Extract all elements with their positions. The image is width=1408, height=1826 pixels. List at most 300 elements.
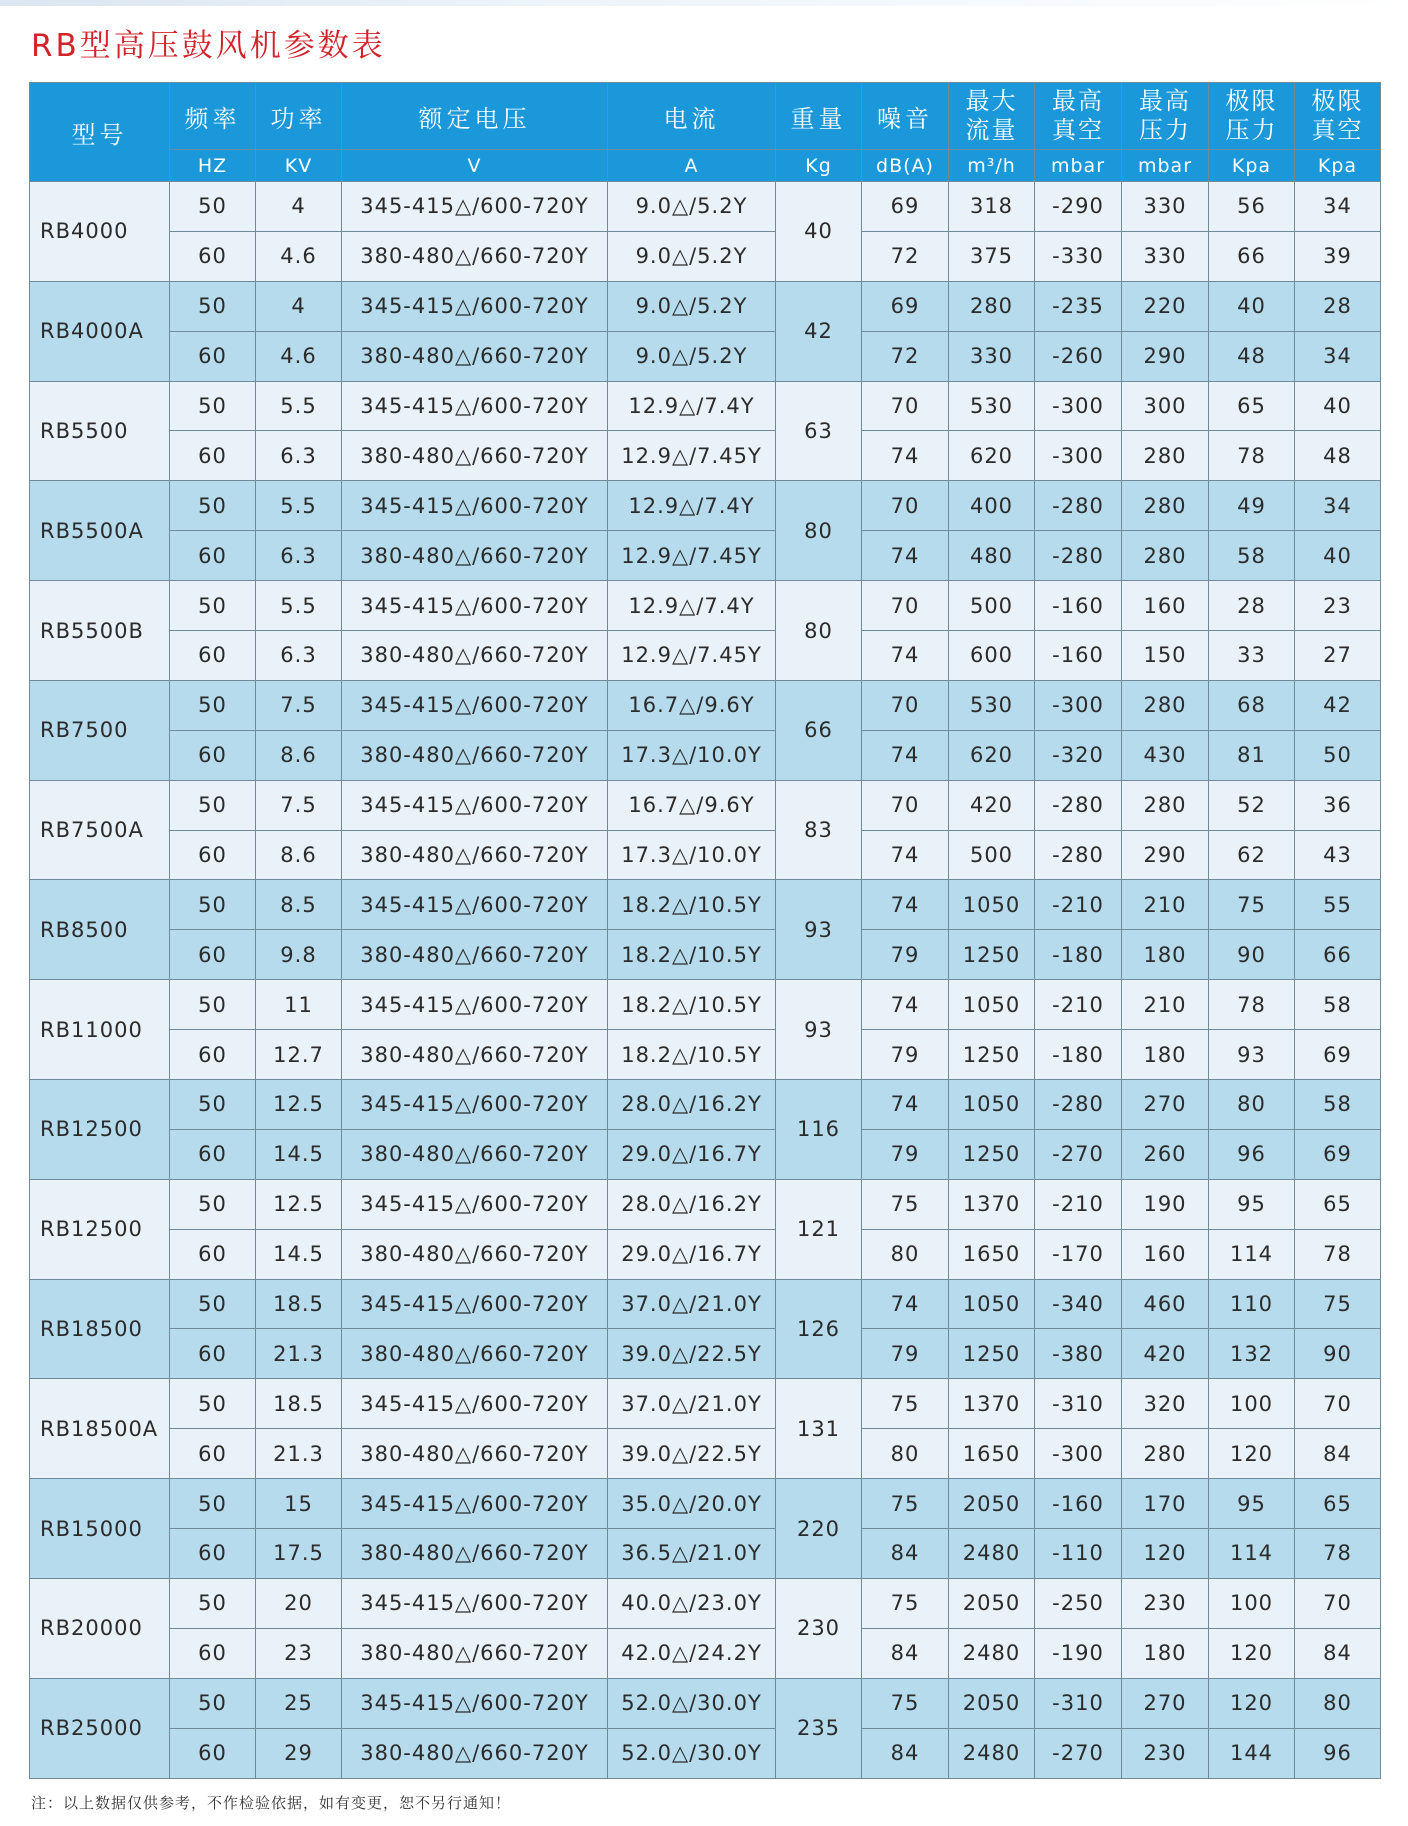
power-cell: 8.5 xyxy=(256,880,342,930)
voltage-cell: 345-415△/600-720Y xyxy=(342,1179,608,1229)
voltage-cell: 380-480△/660-720Y xyxy=(342,231,608,281)
max-vacuum-cell: -110 xyxy=(1035,1529,1122,1579)
voltage-cell: 380-480△/660-720Y xyxy=(342,1529,608,1579)
header-model: 型号 xyxy=(30,83,170,182)
table-row xyxy=(30,880,1381,930)
table-row xyxy=(30,680,1381,730)
current-cell: 39.0△/22.5Y xyxy=(608,1429,776,1479)
max-pressure-cell: 230 xyxy=(1122,1728,1209,1778)
limit-vacuum-cell: 40 xyxy=(1295,381,1381,431)
voltage-cell: 380-480△/660-720Y xyxy=(342,1329,608,1379)
max-pressure-cell: 180 xyxy=(1122,1628,1209,1678)
header-limit-vacuum-line1: 极限 xyxy=(1311,87,1364,115)
noise-cell: 72 xyxy=(862,331,949,381)
table-row xyxy=(30,1479,1381,1529)
current-cell: 16.7△/9.6Y xyxy=(608,780,776,830)
max-flow-cell: 620 xyxy=(949,730,1035,780)
table-row xyxy=(30,481,1381,531)
weight-cell: 80 xyxy=(776,581,862,681)
limit-vacuum-cell: 84 xyxy=(1295,1429,1381,1479)
max-flow-cell: 500 xyxy=(949,581,1035,631)
max-vacuum-cell: -210 xyxy=(1035,880,1122,930)
max-flow-cell: 1370 xyxy=(949,1179,1035,1229)
table-row xyxy=(30,431,1381,481)
current-cell: 12.9△/7.45Y xyxy=(608,431,776,481)
max-pressure-cell: 260 xyxy=(1122,1129,1209,1179)
max-pressure-cell: 230 xyxy=(1122,1578,1209,1628)
table-row xyxy=(30,1129,1381,1179)
limit-vacuum-cell: 96 xyxy=(1295,1728,1381,1778)
power-cell: 4 xyxy=(256,182,342,232)
current-cell: 37.0△/21.0Y xyxy=(608,1379,776,1429)
limit-vacuum-cell: 69 xyxy=(1295,1030,1381,1080)
max-flow-cell: 280 xyxy=(949,281,1035,331)
unit-max-pressure: mbar xyxy=(1122,150,1209,182)
voltage-cell: 380-480△/660-720Y xyxy=(342,930,608,980)
table-row xyxy=(30,930,1381,980)
limit-vacuum-cell: 34 xyxy=(1295,481,1381,531)
max-flow-cell: 400 xyxy=(949,481,1035,531)
model-cell: RB18500 xyxy=(30,1279,170,1379)
table-row xyxy=(30,1429,1381,1479)
limit-vacuum-cell: 23 xyxy=(1295,581,1381,631)
power-cell: 12.5 xyxy=(256,1080,342,1130)
current-cell: 42.0△/24.2Y xyxy=(608,1628,776,1678)
max-flow-cell: 530 xyxy=(949,680,1035,730)
voltage-cell: 345-415△/600-720Y xyxy=(342,880,608,930)
limit-vacuum-cell: 80 xyxy=(1295,1678,1381,1728)
header-noise: 噪音 xyxy=(862,83,949,150)
max-pressure-cell: 280 xyxy=(1122,780,1209,830)
weight-cell: 230 xyxy=(776,1578,862,1678)
weight-cell: 42 xyxy=(776,281,862,381)
max-pressure-cell: 270 xyxy=(1122,1080,1209,1130)
limit-pressure-cell: 100 xyxy=(1209,1379,1295,1429)
max-vacuum-cell: -235 xyxy=(1035,281,1122,331)
frequency-cell: 60 xyxy=(170,930,256,980)
noise-cell: 75 xyxy=(862,1379,949,1429)
header-limit-vacuum-line2: 真空 xyxy=(1311,116,1364,144)
noise-cell: 79 xyxy=(862,1129,949,1179)
limit-pressure-cell: 78 xyxy=(1209,980,1295,1030)
unit-weight: Kg xyxy=(776,150,862,182)
frequency-cell: 50 xyxy=(170,281,256,331)
limit-vacuum-cell: 27 xyxy=(1295,631,1381,681)
noise-cell: 75 xyxy=(862,1678,949,1728)
max-vacuum-cell: -300 xyxy=(1035,680,1122,730)
power-cell: 14.5 xyxy=(256,1129,342,1179)
model-cell: RB4000A xyxy=(30,281,170,381)
noise-cell: 84 xyxy=(862,1529,949,1579)
limit-vacuum-cell: 58 xyxy=(1295,1080,1381,1130)
frequency-cell: 50 xyxy=(170,980,256,1030)
max-flow-cell: 480 xyxy=(949,531,1035,581)
unit-max-vacuum: mbar xyxy=(1035,150,1122,182)
unit-limit-pressure: Kpa xyxy=(1209,150,1295,182)
current-cell: 28.0△/16.2Y xyxy=(608,1080,776,1130)
table-row xyxy=(30,1179,1381,1229)
limit-pressure-cell: 114 xyxy=(1209,1529,1295,1579)
frequency-cell: 60 xyxy=(170,231,256,281)
max-flow-cell: 620 xyxy=(949,431,1035,481)
voltage-cell: 345-415△/600-720Y xyxy=(342,182,608,232)
power-cell: 7.5 xyxy=(256,780,342,830)
limit-pressure-cell: 62 xyxy=(1209,830,1295,880)
frequency-cell: 50 xyxy=(170,182,256,232)
frequency-cell: 50 xyxy=(170,1179,256,1229)
max-vacuum-cell: -270 xyxy=(1035,1129,1122,1179)
current-cell: 36.5△/21.0Y xyxy=(608,1529,776,1579)
unit-power: KV xyxy=(256,150,342,182)
voltage-cell: 345-415△/600-720Y xyxy=(342,1379,608,1429)
max-vacuum-cell: -380 xyxy=(1035,1329,1122,1379)
noise-cell: 74 xyxy=(862,431,949,481)
max-pressure-cell: 430 xyxy=(1122,730,1209,780)
power-cell: 8.6 xyxy=(256,830,342,880)
current-cell: 18.2△/10.5Y xyxy=(608,880,776,930)
model-cell: RB7500 xyxy=(30,680,170,780)
noise-cell: 69 xyxy=(862,182,949,232)
voltage-cell: 380-480△/660-720Y xyxy=(342,1728,608,1778)
limit-vacuum-cell: 55 xyxy=(1295,880,1381,930)
limit-vacuum-cell: 65 xyxy=(1295,1479,1381,1529)
frequency-cell: 50 xyxy=(170,581,256,631)
max-pressure-cell: 280 xyxy=(1122,531,1209,581)
limit-pressure-cell: 120 xyxy=(1209,1678,1295,1728)
max-pressure-cell: 210 xyxy=(1122,980,1209,1030)
voltage-cell: 380-480△/660-720Y xyxy=(342,1129,608,1179)
current-cell: 39.0△/22.5Y xyxy=(608,1329,776,1379)
model-cell: RB15000 xyxy=(30,1479,170,1579)
weight-cell: 235 xyxy=(776,1678,862,1778)
table-body xyxy=(30,182,1381,1779)
table-row xyxy=(30,980,1381,1030)
current-cell: 18.2△/10.5Y xyxy=(608,980,776,1030)
max-flow-cell: 420 xyxy=(949,780,1035,830)
max-pressure-cell: 330 xyxy=(1122,182,1209,232)
voltage-cell: 380-480△/660-720Y xyxy=(342,631,608,681)
table-row xyxy=(30,1279,1381,1329)
frequency-cell: 60 xyxy=(170,431,256,481)
header-max-vacuum-line2: 真空 xyxy=(1052,116,1104,144)
limit-vacuum-cell: 66 xyxy=(1295,930,1381,980)
frequency-cell: 50 xyxy=(170,1479,256,1529)
voltage-cell: 345-415△/600-720Y xyxy=(342,1479,608,1529)
noise-cell: 69 xyxy=(862,281,949,331)
max-pressure-cell: 150 xyxy=(1122,631,1209,681)
table-header xyxy=(30,83,1381,182)
power-cell: 11 xyxy=(256,980,342,1030)
limit-pressure-cell: 58 xyxy=(1209,531,1295,581)
frequency-cell: 60 xyxy=(170,1628,256,1678)
max-pressure-cell: 330 xyxy=(1122,231,1209,281)
power-cell: 18.5 xyxy=(256,1279,342,1329)
footnote: 注：以上数据仅供参考，不作检验依据，如有变更，恕不另行通知！ xyxy=(31,1794,512,1812)
max-pressure-cell: 190 xyxy=(1122,1179,1209,1229)
max-flow-cell: 1650 xyxy=(949,1429,1035,1479)
voltage-cell: 380-480△/660-720Y xyxy=(342,331,608,381)
max-flow-cell: 1250 xyxy=(949,1030,1035,1080)
limit-pressure-cell: 95 xyxy=(1209,1479,1295,1529)
header-limit-vacuum xyxy=(1295,83,1381,150)
max-vacuum-cell: -160 xyxy=(1035,581,1122,631)
current-cell: 9.0△/5.2Y xyxy=(608,182,776,232)
table-row xyxy=(30,830,1381,880)
table-row xyxy=(30,1379,1381,1429)
max-pressure-cell: 420 xyxy=(1122,1329,1209,1379)
limit-vacuum-cell: 36 xyxy=(1295,780,1381,830)
power-cell: 21.3 xyxy=(256,1329,342,1379)
limit-vacuum-cell: 69 xyxy=(1295,1129,1381,1179)
current-cell: 12.9△/7.45Y xyxy=(608,531,776,581)
current-cell: 9.0△/5.2Y xyxy=(608,281,776,331)
frequency-cell: 50 xyxy=(170,481,256,531)
table-row xyxy=(30,1229,1381,1279)
max-flow-cell: 600 xyxy=(949,631,1035,681)
current-cell: 17.3△/10.0Y xyxy=(608,830,776,880)
max-vacuum-cell: -280 xyxy=(1035,531,1122,581)
voltage-cell: 380-480△/660-720Y xyxy=(342,1628,608,1678)
frequency-cell: 60 xyxy=(170,730,256,780)
table-row xyxy=(30,1628,1381,1678)
max-flow-cell: 2050 xyxy=(949,1479,1035,1529)
noise-cell: 70 xyxy=(862,481,949,531)
weight-cell: 80 xyxy=(776,481,862,581)
weight-cell: 83 xyxy=(776,780,862,880)
table-row xyxy=(30,531,1381,581)
table-row xyxy=(30,631,1381,681)
header-max-pressure-line2: 压力 xyxy=(1139,116,1191,144)
noise-cell: 70 xyxy=(862,581,949,631)
model-cell: RB12500 xyxy=(30,1179,170,1279)
limit-pressure-cell: 65 xyxy=(1209,381,1295,431)
table-row xyxy=(30,281,1381,331)
limit-pressure-cell: 40 xyxy=(1209,281,1295,331)
voltage-cell: 345-415△/600-720Y xyxy=(342,1279,608,1329)
noise-cell: 74 xyxy=(862,830,949,880)
limit-pressure-cell: 95 xyxy=(1209,1179,1295,1229)
current-cell: 9.0△/5.2Y xyxy=(608,231,776,281)
limit-pressure-cell: 49 xyxy=(1209,481,1295,531)
current-cell: 52.0△/30.0Y xyxy=(608,1678,776,1728)
limit-pressure-cell: 96 xyxy=(1209,1129,1295,1179)
voltage-cell: 345-415△/600-720Y xyxy=(342,1678,608,1728)
voltage-cell: 345-415△/600-720Y xyxy=(342,381,608,431)
max-pressure-cell: 210 xyxy=(1122,880,1209,930)
max-vacuum-cell: -170 xyxy=(1035,1229,1122,1279)
frequency-cell: 50 xyxy=(170,381,256,431)
current-cell: 16.7△/9.6Y xyxy=(608,680,776,730)
max-pressure-cell: 280 xyxy=(1122,431,1209,481)
power-cell: 18.5 xyxy=(256,1379,342,1429)
power-cell: 7.5 xyxy=(256,680,342,730)
header-max-pressure-line1: 最高 xyxy=(1139,87,1191,115)
power-cell: 20 xyxy=(256,1578,342,1628)
max-flow-cell: 330 xyxy=(949,331,1035,381)
limit-vacuum-cell: 70 xyxy=(1295,1578,1381,1628)
weight-cell: 40 xyxy=(776,182,862,282)
limit-pressure-cell: 114 xyxy=(1209,1229,1295,1279)
power-cell: 17.5 xyxy=(256,1529,342,1579)
max-flow-cell: 375 xyxy=(949,231,1035,281)
noise-cell: 80 xyxy=(862,1429,949,1479)
header-max-flow-line2: 流量 xyxy=(965,116,1018,144)
weight-cell: 121 xyxy=(776,1179,862,1279)
unit-frequency: HZ xyxy=(170,150,256,182)
model-cell: RB7500A xyxy=(30,780,170,880)
max-pressure-cell: 460 xyxy=(1122,1279,1209,1329)
model-cell: RB20000 xyxy=(30,1578,170,1678)
voltage-cell: 345-415△/600-720Y xyxy=(342,281,608,331)
power-cell: 4.6 xyxy=(256,331,342,381)
model-cell: RB18500A xyxy=(30,1379,170,1479)
voltage-cell: 345-415△/600-720Y xyxy=(342,780,608,830)
frequency-cell: 60 xyxy=(170,1229,256,1279)
frequency-cell: 50 xyxy=(170,1279,256,1329)
power-cell: 29 xyxy=(256,1728,342,1778)
limit-pressure-cell: 75 xyxy=(1209,880,1295,930)
limit-pressure-cell: 132 xyxy=(1209,1329,1295,1379)
noise-cell: 80 xyxy=(862,1229,949,1279)
max-flow-cell: 500 xyxy=(949,830,1035,880)
table-row xyxy=(30,1728,1381,1778)
table-row xyxy=(30,182,1381,232)
current-cell: 28.0△/16.2Y xyxy=(608,1179,776,1229)
table-row xyxy=(30,1578,1381,1628)
max-vacuum-cell: -190 xyxy=(1035,1628,1122,1678)
limit-vacuum-cell: 70 xyxy=(1295,1379,1381,1429)
frequency-cell: 50 xyxy=(170,880,256,930)
max-flow-cell: 1250 xyxy=(949,1129,1035,1179)
limit-pressure-cell: 80 xyxy=(1209,1080,1295,1130)
limit-pressure-cell: 120 xyxy=(1209,1429,1295,1479)
header-current: 电流 xyxy=(608,83,776,150)
max-flow-cell: 530 xyxy=(949,381,1035,431)
limit-pressure-cell: 110 xyxy=(1209,1279,1295,1329)
frequency-cell: 60 xyxy=(170,531,256,581)
voltage-cell: 380-480△/660-720Y xyxy=(342,830,608,880)
limit-pressure-cell: 28 xyxy=(1209,581,1295,631)
max-flow-cell: 2480 xyxy=(949,1728,1035,1778)
voltage-cell: 345-415△/600-720Y xyxy=(342,1578,608,1628)
current-cell: 18.2△/10.5Y xyxy=(608,1030,776,1080)
max-pressure-cell: 290 xyxy=(1122,331,1209,381)
weight-cell: 66 xyxy=(776,680,862,780)
header-max-vacuum-line1: 最高 xyxy=(1052,87,1104,115)
limit-vacuum-cell: 42 xyxy=(1295,680,1381,730)
power-cell: 23 xyxy=(256,1628,342,1678)
unit-rated-voltage: V xyxy=(342,150,608,182)
limit-vacuum-cell: 78 xyxy=(1295,1229,1381,1279)
max-vacuum-cell: -300 xyxy=(1035,1429,1122,1479)
power-cell: 8.6 xyxy=(256,730,342,780)
frequency-cell: 50 xyxy=(170,1578,256,1628)
model-cell: RB11000 xyxy=(30,980,170,1080)
limit-vacuum-cell: 65 xyxy=(1295,1179,1381,1229)
current-cell: 9.0△/5.2Y xyxy=(608,331,776,381)
frequency-cell: 50 xyxy=(170,780,256,830)
max-vacuum-cell: -210 xyxy=(1035,980,1122,1030)
max-vacuum-cell: -320 xyxy=(1035,730,1122,780)
weight-cell: 126 xyxy=(776,1279,862,1379)
limit-pressure-cell: 78 xyxy=(1209,431,1295,481)
max-vacuum-cell: -330 xyxy=(1035,231,1122,281)
limit-vacuum-cell: 34 xyxy=(1295,331,1381,381)
max-flow-cell: 1050 xyxy=(949,980,1035,1030)
limit-pressure-cell: 93 xyxy=(1209,1030,1295,1080)
header-power: 功率 xyxy=(256,83,342,150)
noise-cell: 74 xyxy=(862,631,949,681)
header-limit-pressure-line1: 极限 xyxy=(1225,87,1278,115)
frequency-cell: 60 xyxy=(170,830,256,880)
header-rated-voltage: 额定电压 xyxy=(342,83,608,150)
table-row xyxy=(30,780,1381,830)
noise-cell: 72 xyxy=(862,231,949,281)
limit-pressure-cell: 144 xyxy=(1209,1728,1295,1778)
voltage-cell: 345-415△/600-720Y xyxy=(342,1080,608,1130)
header-unit-row xyxy=(30,150,1381,182)
voltage-cell: 345-415△/600-720Y xyxy=(342,481,608,531)
frequency-cell: 50 xyxy=(170,1379,256,1429)
limit-pressure-cell: 48 xyxy=(1209,331,1295,381)
noise-cell: 74 xyxy=(862,1279,949,1329)
limit-vacuum-cell: 84 xyxy=(1295,1628,1381,1678)
table-row xyxy=(30,730,1381,780)
max-vacuum-cell: -160 xyxy=(1035,1479,1122,1529)
voltage-cell: 380-480△/660-720Y xyxy=(342,730,608,780)
unit-current: A xyxy=(608,150,776,182)
current-cell: 35.0△/20.0Y xyxy=(608,1479,776,1529)
limit-vacuum-cell: 48 xyxy=(1295,431,1381,481)
max-flow-cell: 2480 xyxy=(949,1529,1035,1579)
power-cell: 4 xyxy=(256,281,342,331)
noise-cell: 74 xyxy=(862,531,949,581)
max-flow-cell: 2050 xyxy=(949,1578,1035,1628)
noise-cell: 75 xyxy=(862,1479,949,1529)
voltage-cell: 345-415△/600-720Y xyxy=(342,581,608,631)
header-limit-pressure-line2: 压力 xyxy=(1225,116,1278,144)
top-decoration-band xyxy=(0,0,1408,6)
power-cell: 6.3 xyxy=(256,631,342,681)
limit-vacuum-cell: 40 xyxy=(1295,531,1381,581)
header-max-vacuum xyxy=(1035,83,1122,150)
max-vacuum-cell: -280 xyxy=(1035,830,1122,880)
unit-noise: dB(A) xyxy=(862,150,949,182)
max-pressure-cell: 160 xyxy=(1122,1229,1209,1279)
table-row xyxy=(30,331,1381,381)
frequency-cell: 60 xyxy=(170,1129,256,1179)
noise-cell: 70 xyxy=(862,381,949,431)
voltage-cell: 380-480△/660-720Y xyxy=(342,1229,608,1279)
power-cell: 25 xyxy=(256,1678,342,1728)
limit-vacuum-cell: 75 xyxy=(1295,1279,1381,1329)
current-cell: 52.0△/30.0Y xyxy=(608,1728,776,1778)
power-cell: 5.5 xyxy=(256,381,342,431)
limit-vacuum-cell: 90 xyxy=(1295,1329,1381,1379)
max-pressure-cell: 180 xyxy=(1122,1030,1209,1080)
current-cell: 29.0△/16.7Y xyxy=(608,1129,776,1179)
max-vacuum-cell: -280 xyxy=(1035,481,1122,531)
voltage-cell: 380-480△/660-720Y xyxy=(342,531,608,581)
max-flow-cell: 2050 xyxy=(949,1678,1035,1728)
max-vacuum-cell: -250 xyxy=(1035,1578,1122,1628)
noise-cell: 79 xyxy=(862,1329,949,1379)
max-flow-cell: 318 xyxy=(949,182,1035,232)
limit-vacuum-cell: 50 xyxy=(1295,730,1381,780)
voltage-cell: 380-480△/660-720Y xyxy=(342,1030,608,1080)
frequency-cell: 50 xyxy=(170,1080,256,1130)
table-row xyxy=(30,1080,1381,1130)
